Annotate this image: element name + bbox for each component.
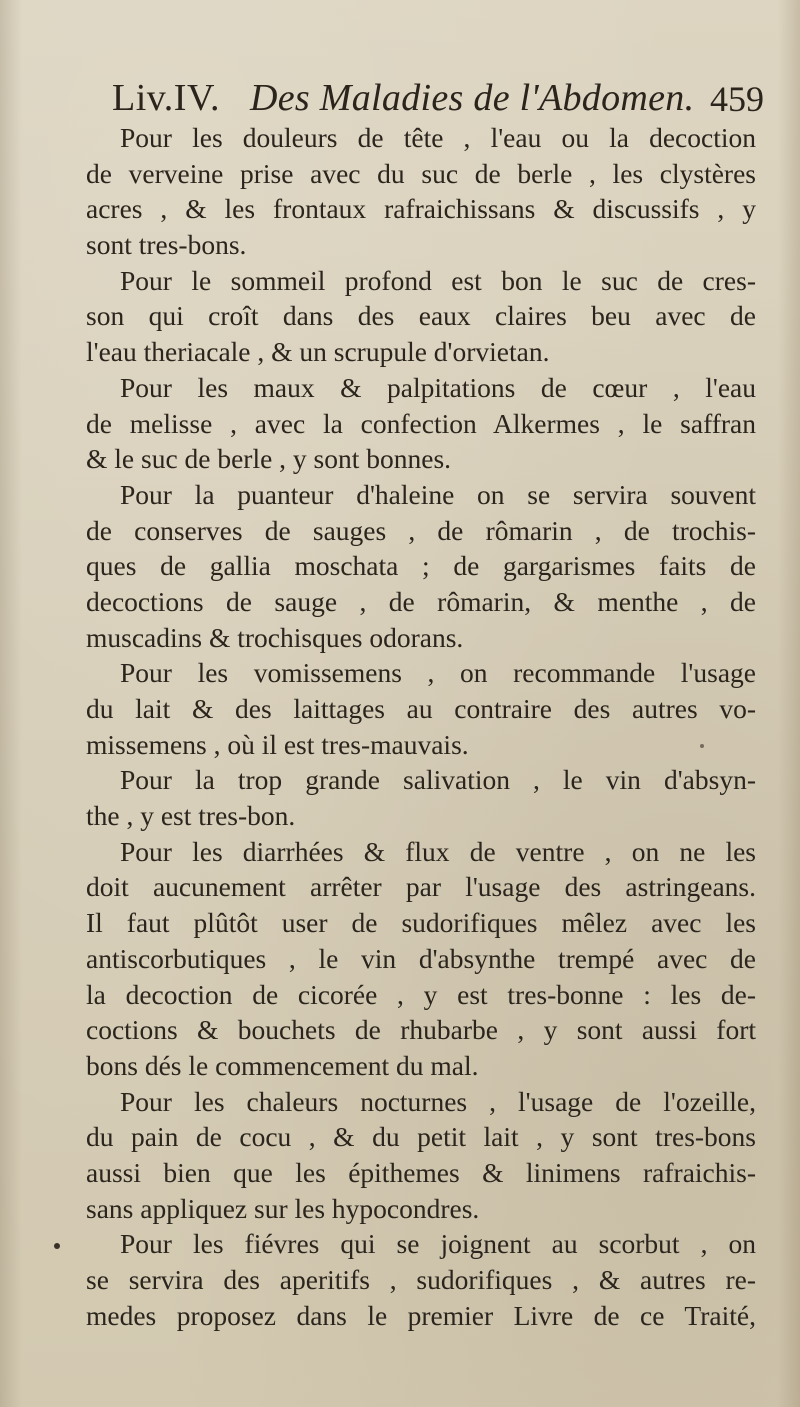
running-head-title: Des Maladies de l'Abdomen.	[250, 77, 695, 119]
page-number: 459	[710, 79, 764, 119]
text-line: Pour la puanteur d'haleine on se servira souvent	[120, 478, 756, 510]
paragraph-sleep	[86, 263, 756, 370]
text-line: coctions & bouchets de rhubarbe , y sont aussi fort	[86, 1014, 756, 1046]
text-line: ques de gallia moschata ; de gargarismes faits de	[86, 550, 756, 582]
text-line: du pain de cocu , & du petit lait , y sont tres-bons	[86, 1121, 756, 1153]
text-line: Pour les fiévres qui se joignent au scorbut , on	[120, 1228, 756, 1260]
text-line: antiscorbutiques , le vin d'absynthe trempé avec de	[86, 942, 756, 974]
text-line: du lait & des laittages au contraire des autres vo-	[86, 693, 756, 724]
text-line: Pour le sommeil profond est bon le suc de cres-	[120, 264, 756, 296]
text-line: de verveine prise avec du suc de berle , les clystères	[86, 157, 756, 189]
body-text	[86, 120, 756, 1333]
text-line: bons dés le commencement du mal.	[86, 1049, 479, 1081]
text-line: Pour les chaleurs nocturnes , l'usage de l'ozeille,	[120, 1085, 756, 1117]
paragraph-fevers	[86, 1226, 756, 1333]
text-line: l'eau theriacale , & un scrupule d'orvietan.	[86, 336, 550, 368]
text-line: doit aucunement arrêter par l'usage des astringeans.	[86, 871, 756, 903]
paragraph-vomiting	[86, 655, 756, 762]
text-line: Pour les vomissemens , on recommande l'usage	[120, 657, 756, 689]
ink-speck	[700, 744, 704, 748]
text-line: de conserves de sauges , de rômarin , de trochis-	[86, 514, 756, 546]
text-line: Pour les maux & palpitations de cœur , l'eau	[120, 371, 756, 403]
text-line: acres , & les frontaux rafraichissans & discussifs , y	[86, 193, 756, 225]
text-line: missemens , où il est tres-mauvais.	[86, 728, 469, 760]
text-line: medes proposez dans le premier Livre de ce Traité,	[86, 1299, 756, 1331]
text-line: Pour les douleurs de tête , l'eau ou la decoction	[120, 122, 756, 153]
text-line: sans appliquez sur les hypocondres.	[86, 1192, 480, 1224]
text-line: se servira des aperitifs , sudorifiques , & autres re-	[86, 1264, 756, 1295]
text-line: decoctions de sauge , de rômarin, & menthe , de	[86, 585, 756, 617]
text-line: muscadins & trochisques odorans.	[86, 621, 464, 653]
paragraph-diarrhea	[86, 834, 756, 1084]
text-line: la decoction de cicorée , y est tres-bonne : les de-	[86, 978, 756, 1010]
text-line: the , y est tres-bon.	[86, 800, 296, 832]
text-line: son qui croît dans des eaux claires beu avec de	[86, 300, 756, 332]
paragraph-heart	[86, 370, 756, 477]
paragraph-headache	[86, 120, 756, 263]
ink-speck	[54, 1243, 60, 1249]
text-line: & le suc de berle , y sont bonnes.	[86, 443, 452, 475]
paragraph-salivation	[86, 762, 756, 833]
paragraph-breath	[86, 477, 756, 655]
text-line: Il faut plûtôt user de sudorifiques mêlez avec les	[86, 907, 756, 939]
running-head-book: Liv.IV.	[112, 77, 220, 119]
text-line: Pour les diarrhées & flux de ventre , on ne les	[120, 835, 756, 867]
running-head	[112, 70, 764, 118]
text-line: Pour la trop grande salivation , le vin d'absyn-	[120, 764, 756, 796]
text-line: aussi bien que les épithemes & linimens rafraichis-	[86, 1156, 756, 1188]
text-line: de melisse , avec la confection Alkermes , le saffran	[86, 407, 756, 439]
text-line: sont tres-bons.	[86, 229, 247, 261]
paragraph-night-heat	[86, 1084, 756, 1227]
